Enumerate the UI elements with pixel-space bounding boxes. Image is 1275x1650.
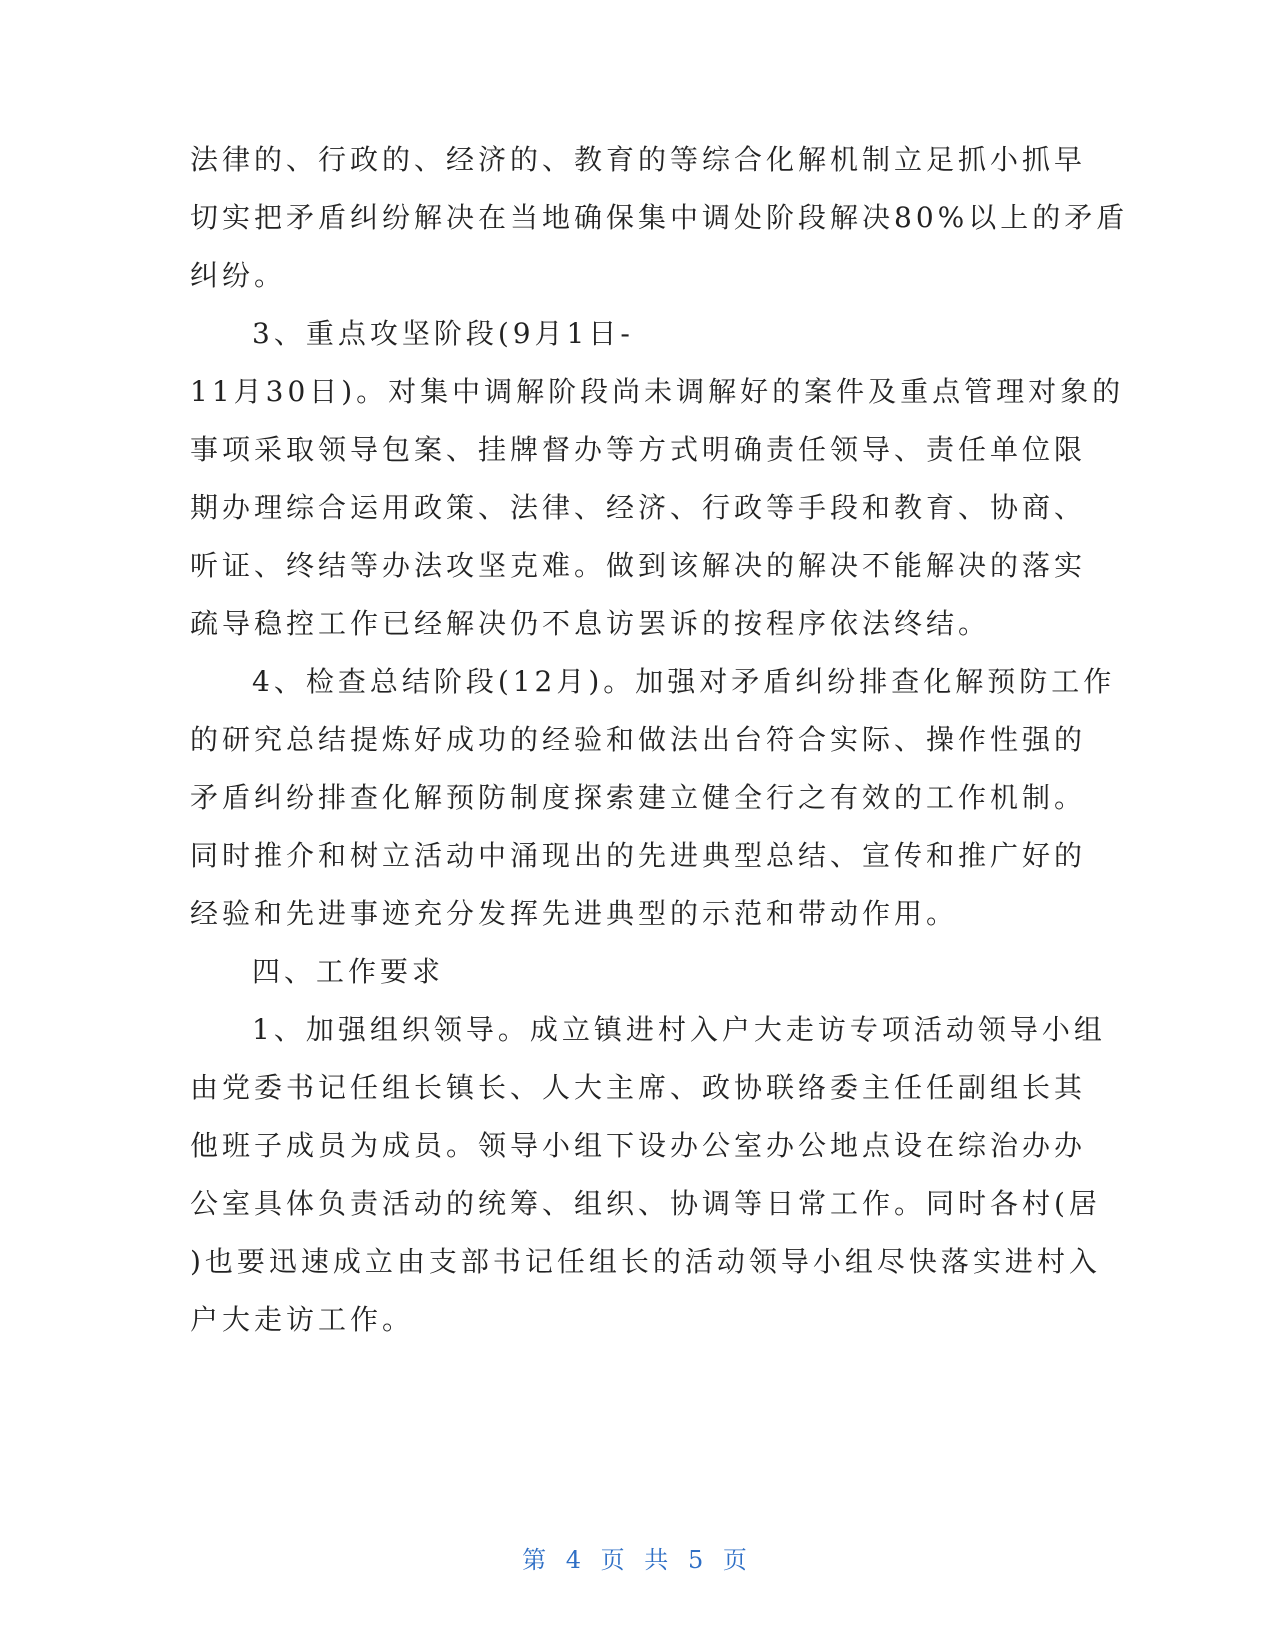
paragraph-line: 期办理综合运用政策、法律、经济、行政等手段和教育、协商、	[190, 491, 1087, 524]
paragraph-line: 切实把矛盾纠纷解决在当地确保集中调处阶段解决80%以上的矛盾	[190, 201, 1129, 234]
paragraph-line: )也要迅速成立由支部书记任组长的活动领导小组尽快落实进村入	[190, 1245, 1101, 1278]
paragraph-line: 由党委书记任组长镇长、人大主席、政协联络委主任任副组长其	[190, 1071, 1087, 1104]
paragraph-line: 11月30日)。对集中调解阶段尚未调解好的案件及重点管理对象的	[190, 375, 1125, 408]
paragraph-line: 3、重点攻坚阶段(9月1日-	[252, 317, 634, 350]
paragraph-line: 同时推介和树立活动中涌现出的先进典型总结、宣传和推广好的	[190, 839, 1087, 872]
paragraph-line: 事项采取领导包案、挂牌督办等方式明确责任领导、责任单位限	[190, 433, 1087, 466]
paragraph-line: 公室具体负责活动的统筹、组织、协调等日常工作。同时各村(居	[190, 1187, 1101, 1220]
section-heading: 四、工作要求	[252, 955, 445, 988]
paragraph-line: 法律的、行政的、经济的、教育的等综合化解机制立足抓小抓早	[190, 143, 1087, 176]
paragraph-line: 的研究总结提炼好成功的经验和做法出台符合实际、操作性强的	[190, 723, 1087, 756]
paragraph-line: 疏导稳控工作已经解决仍不息访罢诉的按程序依法终结。	[190, 607, 991, 640]
paragraph-line: 经验和先进事迹充分发挥先进典型的示范和带动作用。	[190, 897, 959, 930]
paragraph-line: 听证、终结等办法攻坚克难。做到该解决的解决不能解决的落实	[190, 549, 1087, 582]
paragraph-line: 矛盾纠纷排查化解预防制度探索建立健全行之有效的工作机制。	[190, 781, 1087, 814]
paragraph-line: 户大走访工作。	[190, 1303, 415, 1336]
paragraph-line: 4、检查总结阶段(12月)。加强对矛盾纠纷排查化解预防工作	[252, 665, 1116, 698]
paragraph-line: 1、加强组织领导。成立镇进村入户大走访专项活动领导小组	[252, 1013, 1106, 1046]
paragraph-line: 他班子成员为成员。领导小组下设办公室办公地点设在综治办办	[190, 1129, 1087, 1162]
paragraph-line: 纠纷。	[190, 259, 287, 292]
page-number: 第 4 页 共 5 页	[522, 1546, 753, 1574]
